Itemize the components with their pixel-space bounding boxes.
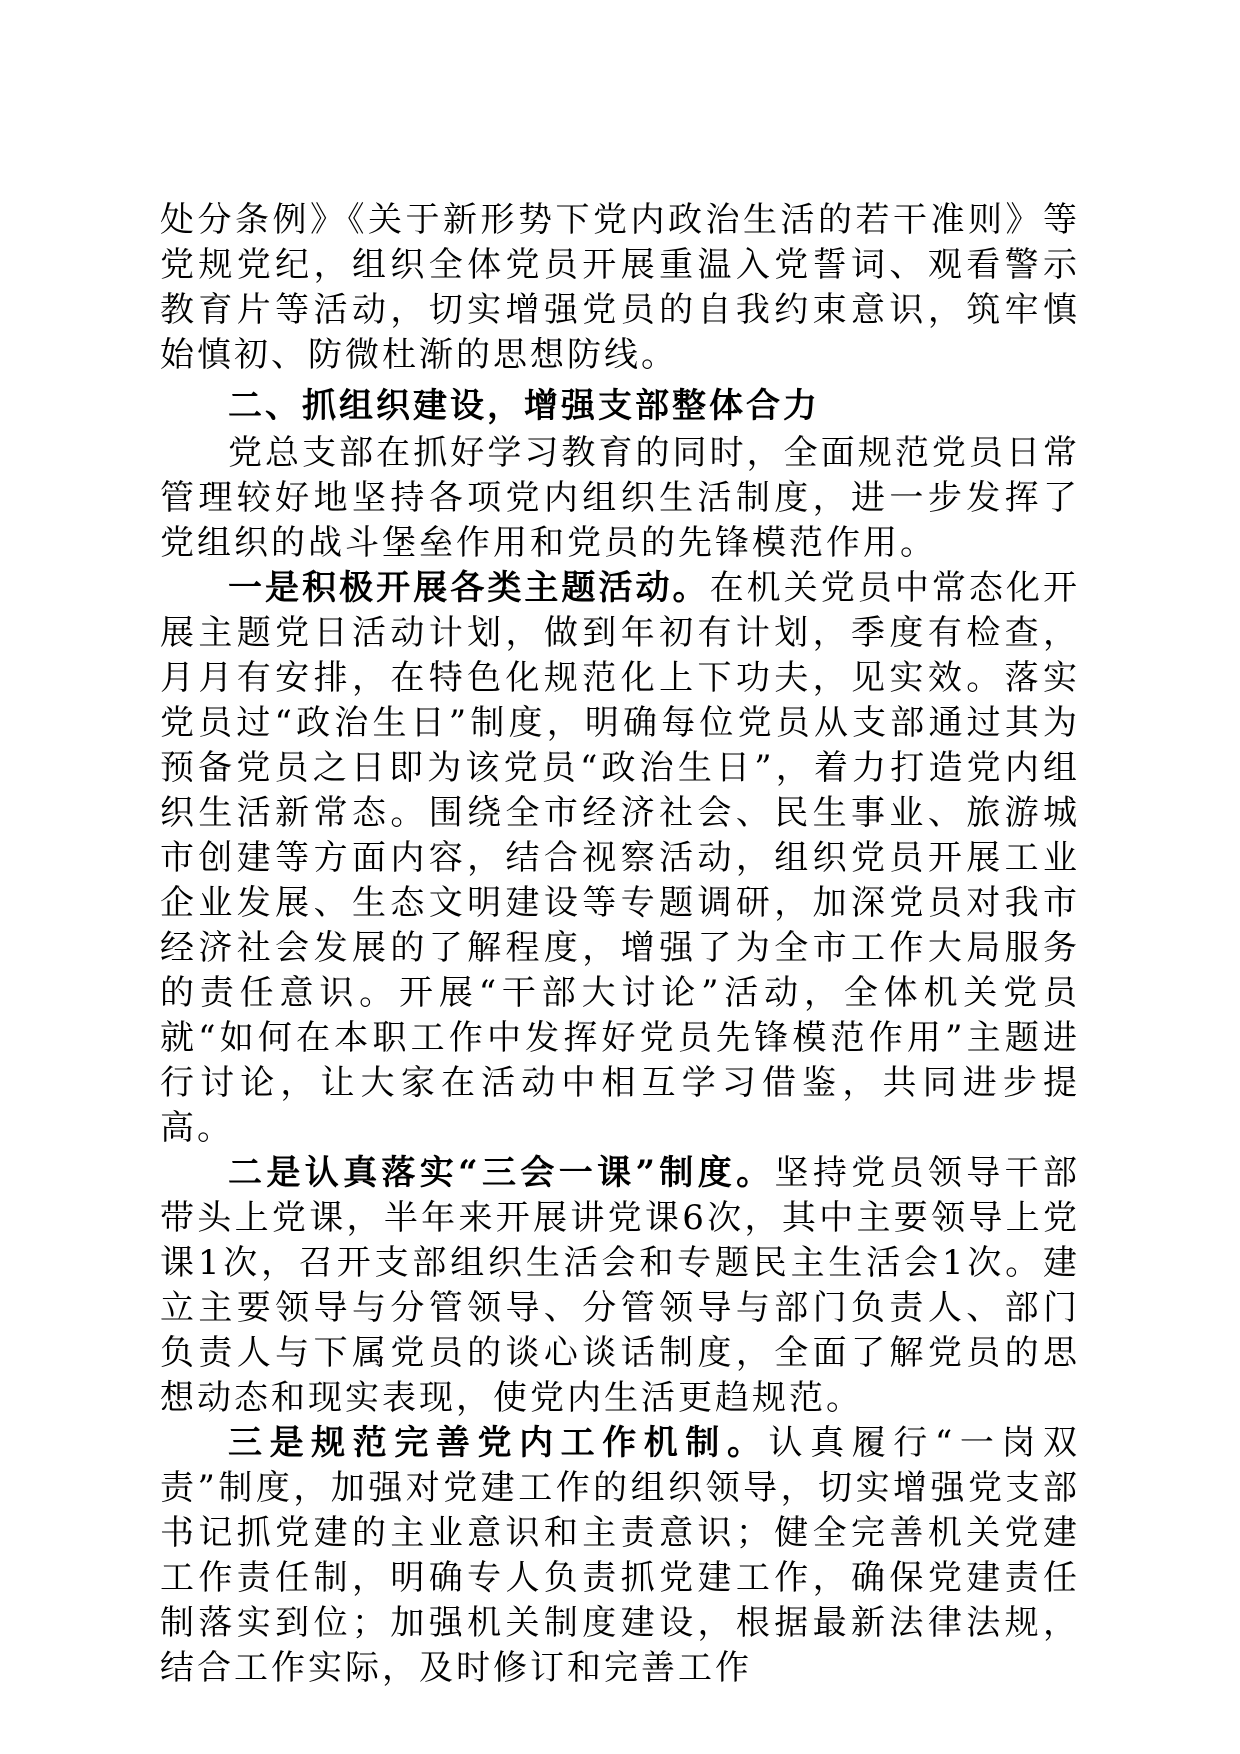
paragraph-three-meetings bbox=[160, 1151, 1080, 1421]
paragraph-continuation bbox=[160, 198, 1080, 378]
paragraph-text: 认真履行“一岗双责”制度，加强对党建工作的组织领导，切实增强党支部书记抓党建的主业意识和主责意识；健全完善机关党建工作责任制，明确专人负责抓党建工作，确保党建责任制落实到位；加强机关制度建设，根据最新法律法规，结合工作实际，及时修订和完善工作 bbox=[160, 1423, 1080, 1688]
paragraph-text: 处分条例》《关于新形势下党内政治生活的若干准则》等党规党纪，组织全体党员开展重温入党誓词、观看警示教育片等活动，切实增强党员的自我约束意识，筑牢慎始慎初、防微杜渐的思想防线。 bbox=[160, 200, 1080, 375]
section-heading: 二、抓组织建设，增强支部整体合力 bbox=[228, 386, 820, 426]
document-page bbox=[160, 198, 1080, 1691]
paragraph-theme-activities bbox=[160, 566, 1080, 1151]
paragraph-lead: 一是积极开展各类主题活动。 bbox=[228, 568, 710, 608]
paragraph-lead: 二是认真落实“三会一课”制度。 bbox=[228, 1153, 775, 1193]
paragraph-text: 坚持党员领导干部带头上党课，半年来开展讲党课6次，其中主要领导上党课1次，召开支部组织生活会和专题民主生活会1次。建立主要领导与分管领导、分管领导与部门负责人、部门负责人与下属党员的谈心谈话制度，全面了解党员的思想动态和现实表现，使党内生活更趋规范。 bbox=[160, 1153, 1080, 1418]
paragraph-text: 在机关党员中常态化开展主题党日活动计划，做到年初有计划，季度有检查，月月有安排，在特色化规范化上下功夫，见实效。落实党员过“政治生日”制度，明确每位党员从支部通过其为预备党员之日即为该党员“政治生日”，着力打造党内组织生活新常态。围绕全市经济社会、民生事业、旅游城市创建等方面内容，结合视察活动，组织党员开展工业企业发展、生态文明建设等专题调研，加深党员对我市经济社会发展的了解程度，增强了为全市工作大局服务的责任意识。开展“干部大讨论”活动，全体机关党员就“如何在本职工作中发挥好党员先锋模范作用”主题进行讨论，让大家在活动中相互学习借鉴，共同进步提高。 bbox=[160, 568, 1081, 1148]
paragraph-text: 党总支部在抓好学习教育的同时，全面规范党员日常管理较好地坚持各项党内组织生活制度，进一步发挥了党组织的战斗堡垒作用和党员的先锋模范作用。 bbox=[160, 433, 1080, 563]
paragraph-lead: 三是规范完善党内工作机制。 bbox=[228, 1423, 769, 1463]
paragraph-work-mechanism bbox=[160, 1421, 1080, 1691]
paragraph-intro bbox=[160, 431, 1080, 566]
